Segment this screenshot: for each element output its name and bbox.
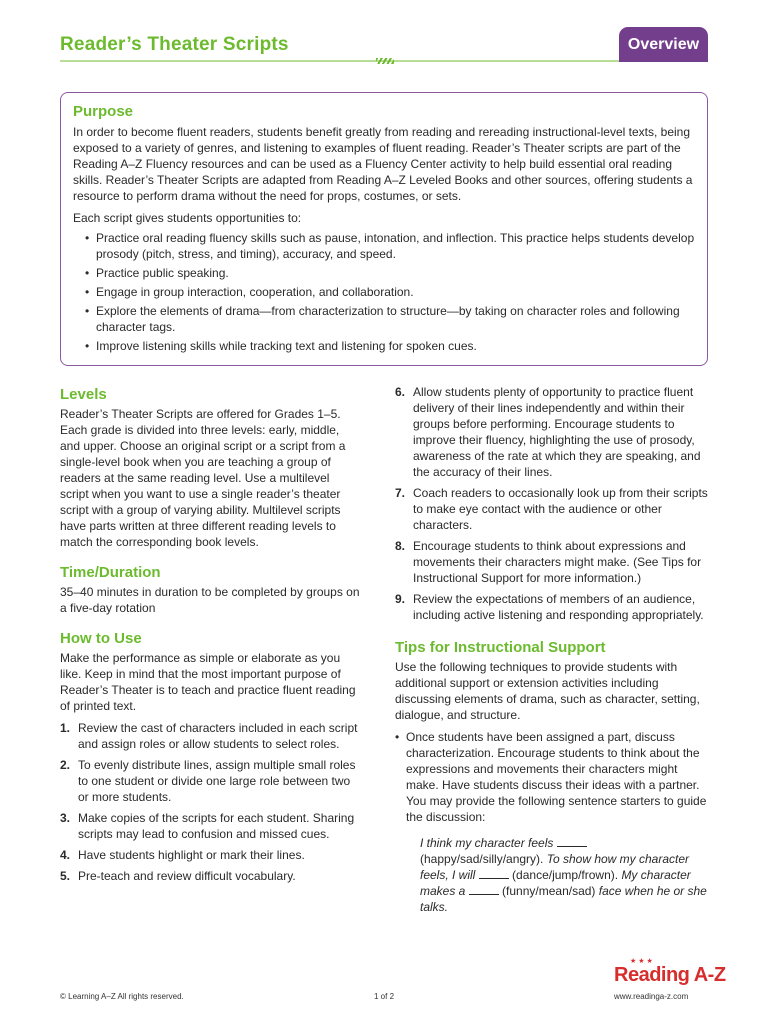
sentence-starter-text	[420, 835, 713, 915]
how-to-use-steps	[60, 720, 360, 884]
step-item	[60, 757, 360, 805]
purpose-bullet: • Practice public speaking.	[85, 265, 695, 281]
tips-text: Use the following techniques to provide students with additional support or extension activities including discussing elements of drama, such as character, setting, dialogue, and structure.	[395, 660, 700, 722]
step-item	[395, 485, 713, 533]
levels-text: Reader’s Theater Scripts are offered for Grades 1–5. Each grade is divided into three levels: early, middle, and upper. Choose an original script or a script from a single-level book when you are teaching a group of readers at the same reading level. Use a multilevel script when you want to use a single reader’s theater script with a group of varying ability. Multilevel scripts have parts written at three different reading levels to match the corresponding book levels.	[60, 407, 346, 549]
right-column	[395, 384, 713, 925]
step-item	[60, 847, 360, 863]
purpose-bullet-list	[73, 230, 695, 354]
step-number: 1.	[60, 721, 71, 735]
fill-in-blank	[557, 837, 587, 847]
step-number: 3.	[60, 811, 71, 825]
purpose-bullet: • Practice oral reading fluency skills such as pause, intonation, and inflection. This practice helps students develop prosody (pitch, stress, and timing), accuracy, and speed.	[85, 230, 695, 262]
step-item	[395, 538, 713, 586]
step-text: Review the cast of characters included in each script and assign roles or allow students to select roles.	[78, 721, 358, 751]
step-number: 8.	[395, 539, 406, 553]
header-divider	[60, 60, 625, 62]
duration-section	[60, 564, 360, 616]
fill-in-blank	[469, 885, 499, 895]
step-item	[395, 384, 713, 480]
left-column	[60, 386, 360, 894]
purpose-box	[60, 92, 708, 366]
step-number: 6.	[395, 385, 406, 399]
reading-az-logo: Reading A-Z	[614, 964, 726, 986]
step-item	[60, 810, 360, 842]
footer-page-number: 1 of 2	[374, 992, 395, 1001]
step-number: 2.	[60, 758, 71, 772]
starter-3-ending: face when he or she talks.	[420, 884, 707, 914]
duration-heading: Time/Duration	[60, 564, 161, 581]
starter-2-options: (dance/jump/frown).	[512, 868, 619, 882]
step-text: To evenly distribute lines, assign multiple small roles to one student or divide one large role between two or more students.	[78, 758, 356, 804]
fill-in-blank	[479, 869, 509, 879]
how-to-use-section	[60, 630, 360, 884]
purpose-paragraph: In order to become fluent readers, students benefit greatly from reading and rereading instructional-level texts, being exposed to a variety of genres, and listening to examples of fluent reading. Reader’s Theater scripts are part of the Reading A–Z Fluency resources and can be used as a Fluency Center activity to help build essential oral reading skills. Reader’s Theater Scripts are adapted from Reading A–Z Leveled Books and other sources, offering students a resource to perform drama without the need for props, costumes, or sets.	[73, 125, 693, 203]
step-number: 5.	[60, 869, 71, 883]
starter-1-prompt: I think my character feels	[420, 836, 554, 850]
step-text: Have students highlight or mark their lines.	[78, 848, 305, 862]
tips-heading: Tips for Instructional Support	[395, 639, 606, 656]
footer-copyright: © Learning A–Z All rights reserved.	[60, 992, 184, 1001]
starter-1-options: (happy/sad/silly/angry).	[420, 852, 544, 866]
levels-section	[60, 386, 360, 550]
sentence-starters	[395, 835, 713, 915]
header-hatch-decoration	[376, 58, 394, 64]
step-number: 9.	[395, 592, 406, 606]
how-to-use-text: Make the performance as simple or elaborate as you like. Keep in mind that the most important purpose of Reader’s Theater is to teach and practice fluent reading of printed text.	[60, 651, 356, 713]
step-text: Pre-teach and review difficult vocabulary.	[78, 869, 296, 883]
how-to-use-heading: How to Use	[60, 630, 142, 647]
tips-bullet-list	[395, 729, 713, 825]
tips-section	[395, 639, 713, 915]
purpose-bullet: • Engage in group interaction, cooperation, and collaboration.	[85, 284, 695, 300]
starter-3-prompt: My character makes a	[420, 868, 691, 898]
step-item	[60, 868, 360, 884]
step-text: Allow students plenty of opportunity to practice fluent delivery of their lines independently and within their groups before performing. Encourage students to improve their fluency, highlighting the use of prosody, awareness of the rate at which they are speaking, and the accuracy of their lines.	[413, 385, 701, 479]
logo-stars-icon: ★★★	[630, 958, 655, 965]
purpose-intro: Each script gives students opportunities to:	[73, 211, 302, 225]
step-item	[395, 591, 713, 623]
purpose-bullet: • Improve listening skills while tracking text and listening for spoken cues.	[85, 338, 695, 354]
step-text: Review the expectations of members of an audience, including active listening and responding appropriately.	[413, 592, 704, 622]
tips-bullet: • Once students have been assigned a part, discuss characterization. Encourage students to think about the expressions and movements their characters might make. Have students discuss their ideas with a partner. You may provide the following sentence starters to guide the discussion:	[395, 729, 713, 825]
step-number: 7.	[395, 486, 406, 500]
step-text: Encourage students to think about expressions and movements their characters might make. (See Tips for Instructional Support for more information.)	[413, 539, 702, 585]
step-text: Coach readers to occasionally look up from their scripts to make eye contact with the audience or other characters.	[413, 486, 708, 532]
duration-text: 35–40 minutes in duration to be completed by groups on a five-day rotation	[60, 585, 360, 615]
step-number: 4.	[60, 848, 71, 862]
step-text: Make copies of the scripts for each student. Sharing scripts may lead to confusion and missed cues.	[78, 811, 355, 841]
overview-badge: Overview	[619, 27, 708, 62]
purpose-heading: Purpose	[73, 103, 134, 120]
starter-3-options: (funny/mean/sad)	[502, 884, 596, 898]
purpose-bullet: • Explore the elements of drama—from characterization to structure—by taking on character roles and following character tags.	[85, 303, 695, 335]
footer-url: www.readinga-z.com	[614, 992, 689, 1001]
page-title: Reader’s Theater Scripts	[60, 34, 289, 55]
continued-steps	[395, 384, 713, 623]
starter-2-prompt: To show how my character feels, I will	[420, 852, 690, 882]
step-item	[60, 720, 360, 752]
levels-heading: Levels	[60, 386, 107, 403]
